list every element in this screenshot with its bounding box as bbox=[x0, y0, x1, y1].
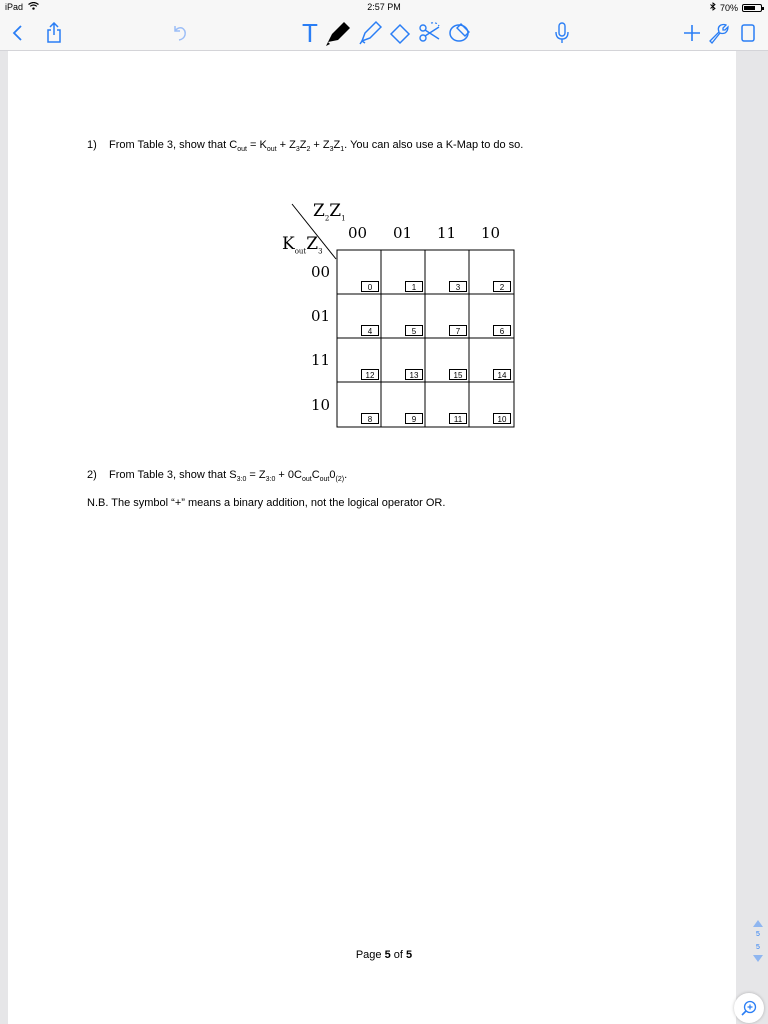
cell-index: 6 bbox=[493, 325, 511, 336]
pen-tool-icon[interactable] bbox=[324, 20, 352, 46]
question-2: 2) From Table 3, show that $S_{3:0} = Z_{3:0} + 0C_{out}C_{out}0_{(2)}$. bbox=[87, 469, 348, 484]
status-bar bbox=[0, 0, 768, 16]
cell-index: 5 bbox=[405, 325, 423, 336]
kmap-cell[interactable] bbox=[337, 338, 381, 382]
wrench-icon[interactable] bbox=[704, 20, 732, 46]
battery-icon bbox=[742, 4, 762, 12]
binary-addition-note: N.B. The symbol “+” means a binary addition, not the logical operator OR. bbox=[87, 497, 446, 509]
cell-index: 15 bbox=[449, 369, 467, 380]
kmap-cell[interactable] bbox=[425, 338, 469, 382]
kmap-cell[interactable] bbox=[337, 294, 381, 338]
question-1: 1) From Table 3, show that $C_{out} = K_{out} + Z_3Z_2 + Z_3Z_1$. You can also use a K-Map to do so. bbox=[87, 139, 524, 154]
page-number: Page 5 of 5 bbox=[355, 949, 413, 961]
eraser-tool-icon[interactable] bbox=[386, 20, 414, 46]
device-label: iPad bbox=[5, 2, 24, 12]
undo-icon[interactable] bbox=[166, 20, 194, 46]
bluetooth-icon bbox=[710, 2, 716, 13]
toolbar bbox=[0, 16, 768, 51]
microphone-icon[interactable] bbox=[548, 20, 576, 46]
cell-index: 7 bbox=[449, 325, 467, 336]
cell-index: 4 bbox=[361, 325, 379, 336]
text-tool-icon[interactable]: T bbox=[302, 17, 318, 48]
kmap-cell[interactable] bbox=[469, 294, 513, 338]
kmap-col-label: 00 bbox=[348, 224, 368, 242]
cell-index: 12 bbox=[361, 369, 379, 380]
lasso-tool-icon[interactable] bbox=[446, 20, 474, 46]
cell-index: 8 bbox=[361, 413, 379, 424]
cell-index: 11 bbox=[449, 413, 467, 424]
add-icon[interactable] bbox=[678, 20, 706, 46]
cell-index: 13 bbox=[405, 369, 423, 380]
cell-index: 14 bbox=[493, 369, 511, 380]
cell-index: 10 bbox=[493, 413, 511, 424]
current-page-indicator: 5 bbox=[756, 931, 760, 938]
clock: 2:57 PM bbox=[367, 2, 401, 12]
kmap-row-label: 01 bbox=[311, 307, 331, 325]
cell-index: 2 bbox=[493, 281, 511, 292]
kmap-cell[interactable] bbox=[469, 338, 513, 382]
kmap-cell[interactable] bbox=[425, 294, 469, 338]
document-page[interactable] bbox=[8, 51, 736, 1024]
zoom-button[interactable] bbox=[734, 993, 764, 1023]
kmap-row-label: 00 bbox=[311, 263, 331, 281]
battery-percent: 70% bbox=[719, 2, 738, 13]
kmap-cell[interactable] bbox=[337, 382, 381, 426]
page-up-icon[interactable] bbox=[753, 920, 763, 927]
kmap-col-label: 01 bbox=[393, 224, 413, 242]
kmap-left-variables: $K_{out}Z_3$ bbox=[282, 234, 323, 256]
cell-index: 1 bbox=[405, 281, 423, 292]
kmap-cell[interactable] bbox=[469, 250, 513, 294]
share-icon[interactable] bbox=[40, 20, 68, 46]
kmap-col-label: 10 bbox=[481, 224, 501, 242]
zoom-in-icon bbox=[740, 999, 758, 1017]
kmap-cell[interactable] bbox=[425, 250, 469, 294]
page-down-icon[interactable] bbox=[753, 955, 763, 962]
kmap-cell[interactable] bbox=[469, 382, 513, 426]
kmap-cell[interactable] bbox=[381, 294, 425, 338]
kmap-row-label: 10 bbox=[311, 396, 331, 414]
cell-index: 0 bbox=[361, 281, 379, 292]
kmap-top-variables: $Z_2Z_1$ bbox=[313, 201, 346, 223]
cell-index: 3 bbox=[449, 281, 467, 292]
kmap-cell[interactable] bbox=[381, 382, 425, 426]
scissors-tool-icon[interactable] bbox=[416, 20, 444, 46]
page-view-icon[interactable] bbox=[734, 20, 762, 46]
kmap-col-label: 11 bbox=[437, 224, 457, 242]
kmap-row-label: 11 bbox=[311, 351, 331, 369]
kmap-cell[interactable] bbox=[381, 250, 425, 294]
kmap-cell[interactable] bbox=[381, 338, 425, 382]
back-chevron-icon[interactable] bbox=[4, 20, 32, 46]
kmap-cell[interactable] bbox=[337, 250, 381, 294]
kmap-cell[interactable] bbox=[425, 382, 469, 426]
highlighter-tool-icon[interactable] bbox=[356, 20, 384, 46]
page-scroll-indicator[interactable] bbox=[752, 920, 764, 972]
total-page-indicator: 5 bbox=[756, 944, 760, 951]
cell-index: 9 bbox=[405, 413, 423, 424]
